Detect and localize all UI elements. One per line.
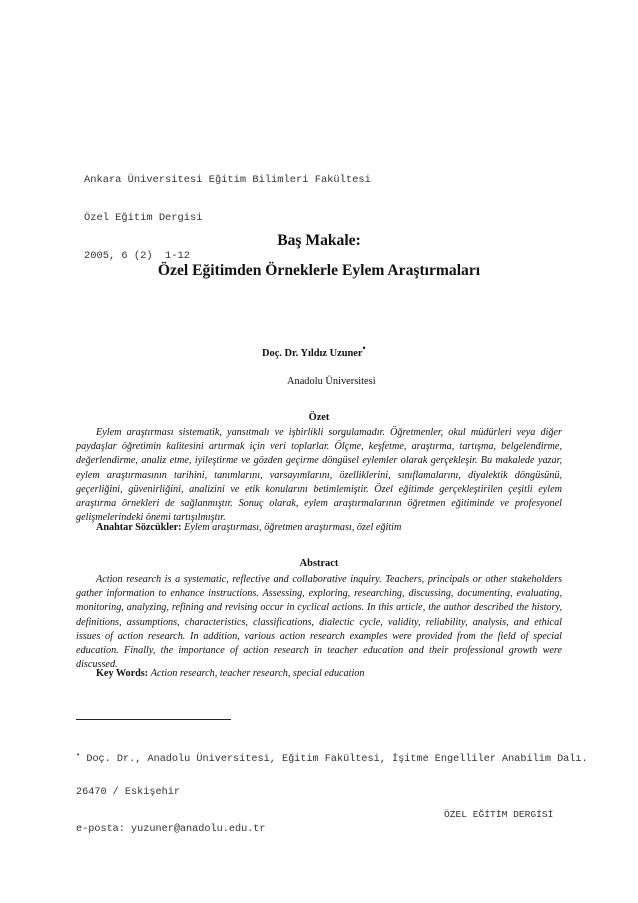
journal-header bbox=[84, 149, 371, 275]
footnote-address: 26470 / Eskişehir bbox=[76, 787, 180, 799]
article-title: Özel Eğitimden Örneklerle Eylem Araştırmaları bbox=[157, 262, 481, 279]
running-footer: ÖZEL EĞİTİM DERGİSİ bbox=[444, 809, 554, 820]
author-affiliation: Anadolu Üniversitesi bbox=[287, 376, 376, 387]
footnote-affiliation: Doç. Dr., Anadolu Üniversitesi, Eğitim Fakültesi, İşitme Engelliler Anabilim Dalı. bbox=[86, 753, 588, 765]
footnote-mark: • bbox=[76, 751, 81, 760]
abstract-keywords-label: Key Words: bbox=[96, 668, 149, 679]
ozet-keywords bbox=[96, 522, 401, 533]
abstract-keywords bbox=[96, 668, 365, 679]
abstract-text: Action research is a systematic, reflective and collaborative inquiry. Teachers, principals or other stakeholders gather information to enhance instructions. Assessing, exploring, researching, discussing, documenting, evaluating, monitoring, analyzing, refining and revising occur in cyclical actions. In this article, the author described the history, definitions, assumptions, characteristics, classifications, dialectic cycle, validity, reliability, analysis, and ethical issues of action research. In addition, various action research examples were provided from the field of special education. Finally, the importance of action research in teacher education and their professional growth were discussed. bbox=[76, 574, 562, 671]
footnote-email: e-posta: yuzuner@anadolu.edu.tr bbox=[76, 824, 266, 836]
ozet-keywords-text: Eylem araştırması, öğretmen araştırması, özel eğitim bbox=[184, 522, 402, 533]
abstract-heading: Abstract bbox=[299, 558, 339, 569]
ozet-keywords-label: Anahtar Sözcükler: bbox=[96, 522, 182, 533]
author-name: Doç. Dr. Yıldız Uzuner bbox=[262, 348, 363, 359]
journal-name: Özel Eğitim Dergisi bbox=[84, 211, 203, 224]
footnote-rule bbox=[76, 719, 231, 720]
journal-institution: Ankara Üniversitesi Eğitim Bilimleri Fakültesi bbox=[84, 174, 371, 187]
ozet-heading: Özet bbox=[308, 412, 330, 423]
author-footnote-mark: • bbox=[362, 343, 366, 353]
footnote bbox=[76, 725, 588, 849]
journal-volume: 2005, 6 (2) 1-12 bbox=[84, 249, 191, 262]
ozet-text: Eylem araştırması sistematik, yansıtmalı ve işbirlikli sorgulamadır. Öğretmenler, okul müdürleri veya diğer paydaşlar öğretimin kalitesini artırmak için veri toplarlar. Ölçme, keşfetme, araştırma, tartışma, belgelendirme, değerlendirme, analiz etme, iyileştirme ve gözden geçirme döngüsel eylemler olarak gerçekleşir. Bu makalede yazar, eylem araştırmasının tarihini, tanımlarını, varsayımlarını, özelliklerini, sınıflamalarını, diyalektik döngüsünü, geçerliğini, güvenirliğini, analizini ve etik konularını betimlemiştir. Özel eğitimde gerçekleştirilen çeşitli eylem araştırma örnekleri de sağlanmıştır. Sonuç olarak, eylem araştırmalarının öğretmen eğitiminde ve profesyonel gelişmelerindeki önemi tartışılmıştır. bbox=[76, 427, 562, 524]
article-type-title: Baş Makale: bbox=[277, 232, 361, 249]
author-line bbox=[262, 343, 366, 359]
abstract-keywords-text: Action research, teacher research, special education bbox=[150, 668, 365, 679]
